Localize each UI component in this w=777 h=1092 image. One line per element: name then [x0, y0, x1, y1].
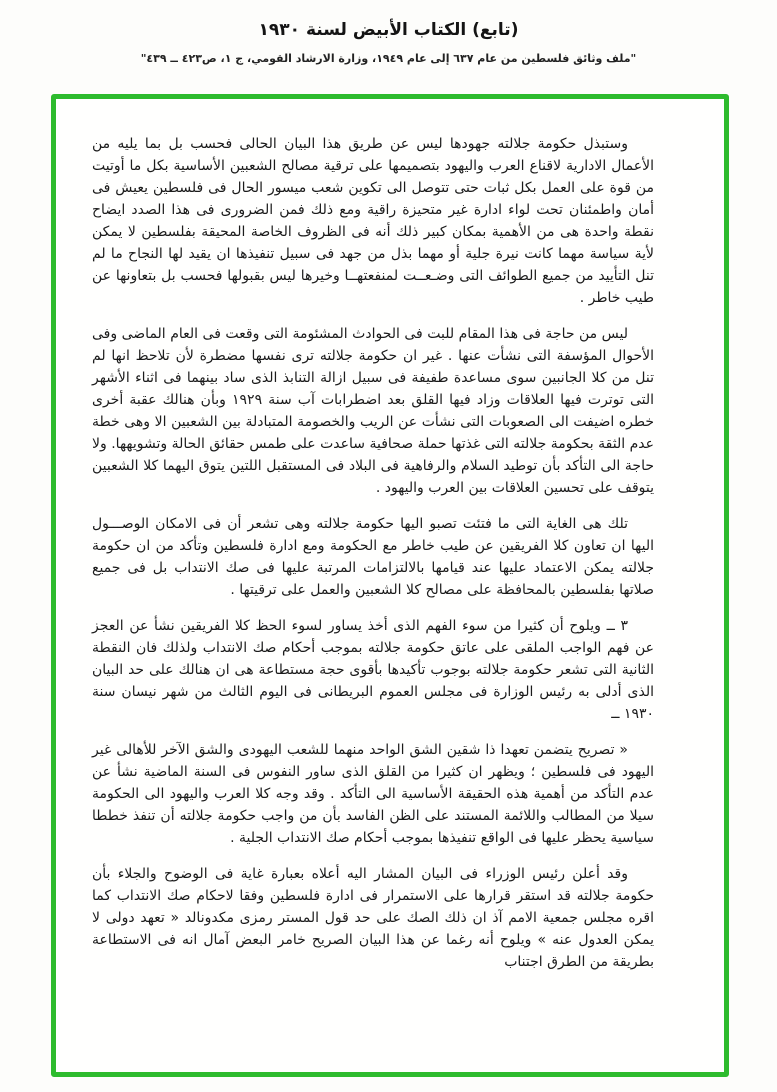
- document-header: [0, 0, 777, 65]
- paragraph-2: ليس من حاجة فى هذا المقام للبت فى الحوادث المشئومة التى وقعت فى العام الماضى وفى الأحوال المؤسفة التى نشأت عنها . غير ان حكومة جلالته ترى نفسها مضطرة لأن تلاحظ انها لم تنل من كلا الجانبين سوى مساعدة طفيفة فى سبيل ازالة التنابذ الذى ساد بينهما فى اثناء الأشهر التى توترت فيها العلاقات وزاد فيها القلق بعد اضطرابات آب سنة ١٩٢٩ وبأن هنالك عقبة أخرى خطره اضيفت الى الصعوبات التى نشأت عن الريب والخصومة المتبادلة بين الشعبين الا وهى خطة عدم الثقة بحكومة جلالته التى غذتها حملة صحافية ساعدت على طمس حقائق الحالة وتشويهها. ولا حاجة الى التأكد بأن توطيد السلام والرفاهية فى البلاد فى المستقبل اللتين يتوق اليهما كلا الشعبين يتوقف على تحسين العلاقات بين العرب واليهود .: [92, 326, 654, 496]
- source-citation-line: "ملف وثائق فلسطين من عام ٦٣٧ إلى عام ١٩٤٩، وزارة الارشاد القومي، ج ١، ص٤٢٣ ــ ٤٣٩": [140, 52, 637, 65]
- document-body: [92, 133, 654, 987]
- paragraph-1: وستبذل حكومة جلالته جهودها ليس عن طريق هذا البيان الحالى فحسب بل بما يليه من الأعمال الادارية لاقناع العرب واليهود بتصميمها على ترقية مصالح الشعبين الأساسية بكل ما أوتيت من قوة على العمل بكل ثبات حتى تتوصل الى تكوين شعب ميسور الحال فى فلسطين يعيش فى أمان واطمئنان تحت لواء ادارة غير متحيزة راقية ومع ذلك فمن الضرورى فى هذا الصدد ايضاح نقطة واحدة هى من الأهمية بمكان كبير ذلك أنه فى الظروف الخاصة المحيقة بفلسطين لا يمكن لأية سياسة مهما كانت نيرة جلية أو مهما بذل من جهد فى سبيل تنفيذها ان يقيد لها النجاح ما لم تنل التأييد من جميع الطوائف التى وضـعــت لمنفعتهــا وخيرها ليس بقبولها فحسب بل بتعاونها عن طيب خاطر .: [92, 136, 654, 306]
- green-border-frame: [51, 94, 729, 1077]
- paragraph-5: « تصريح يتضمن تعهدا ذا شقين الشق الواحد منهما للشعب اليهودى والشق الآخر للأهالى غير اليهود فى فلسطين ؛ ويظهر ان كثيرا من القلق الذى ساور النفوس فى السنة الماضية نشأ عن عدم التأكد من أهمية هذه الحقيقة الأساسية الى التأكد . وقد وجه كلا العرب واليهود الى الحكومة سيلا من المطالب واللائمة المستند على الظن الفاسد بأن من واجب حكومة جلالته أن تنفذ خططا سياسية يحظر عليها فى الواقع تنفيذها بموجب أحكام صك الانتداب الجلية .: [92, 742, 654, 846]
- paragraph-3: تلك هى الغاية التى ما فتئت تصبو اليها حكومة جلالته وهى تشعر أن فى الامكان الوصـــول اليها ان تعاون كلا الفريقين عن طيب خاطر مع الحكومة ومع ادارة فلسطين وتأكد من ان حكومة جلالته يمكن الاعتماد عليها عند قيامها بالالتزامات المرتبة عليها فى صك الانتداب بل فى جميع صلاتها بفلسطين بالمحافظة على مصالح كلا الشعبين والعمل على ترقيتها .: [92, 516, 654, 598]
- page-title: (تابع) الكتاب الأبيض لسنة ١٩٣٠: [258, 20, 519, 40]
- paragraph-6: وقد أعلن رئيس الوزراء فى البيان المشار اليه أعلاه بعبارة غاية فى الوضوح والجلاء بأن حكومة جلالته قد استقر قرارها على الاستمرار فى ادارة فلسطين وفقا لاحكام صك الانتداب كما اقره مجلس جمعية الامم آذ ان ذلك الصك على حد قول المستر رمزى مكدونالد « تعهد دولى لا يمكن العدول عنه » ويلوح أنه رغما عن هذا البيان الصريح خامر البعض آمال انه فى الاستطاعة بطريقة من الطرق اجتناب: [92, 866, 654, 970]
- paragraph-4: ٣ ــ ويلوح أن كثيرا من سوء الفهم الذى أخذ يساور لسوء الحظ كلا الفريقين نشأ عن العجز عن فهم الواجب الملقى على عاتق حكومة جلالته بموجب أحكام صك الانتداب ولذلك فان النقطة الثانية التى تشعر حكومة جلالته بوجوب تأكيدها بأقوى حجة مستطاعة هى ان هنالك على حد البيان الذى أدلى به رئيس الوزارة فى مجلس العموم البريطانى فى اليوم الثالث من شهر نيسان سنة ١٩٣٠ ــ: [92, 618, 654, 722]
